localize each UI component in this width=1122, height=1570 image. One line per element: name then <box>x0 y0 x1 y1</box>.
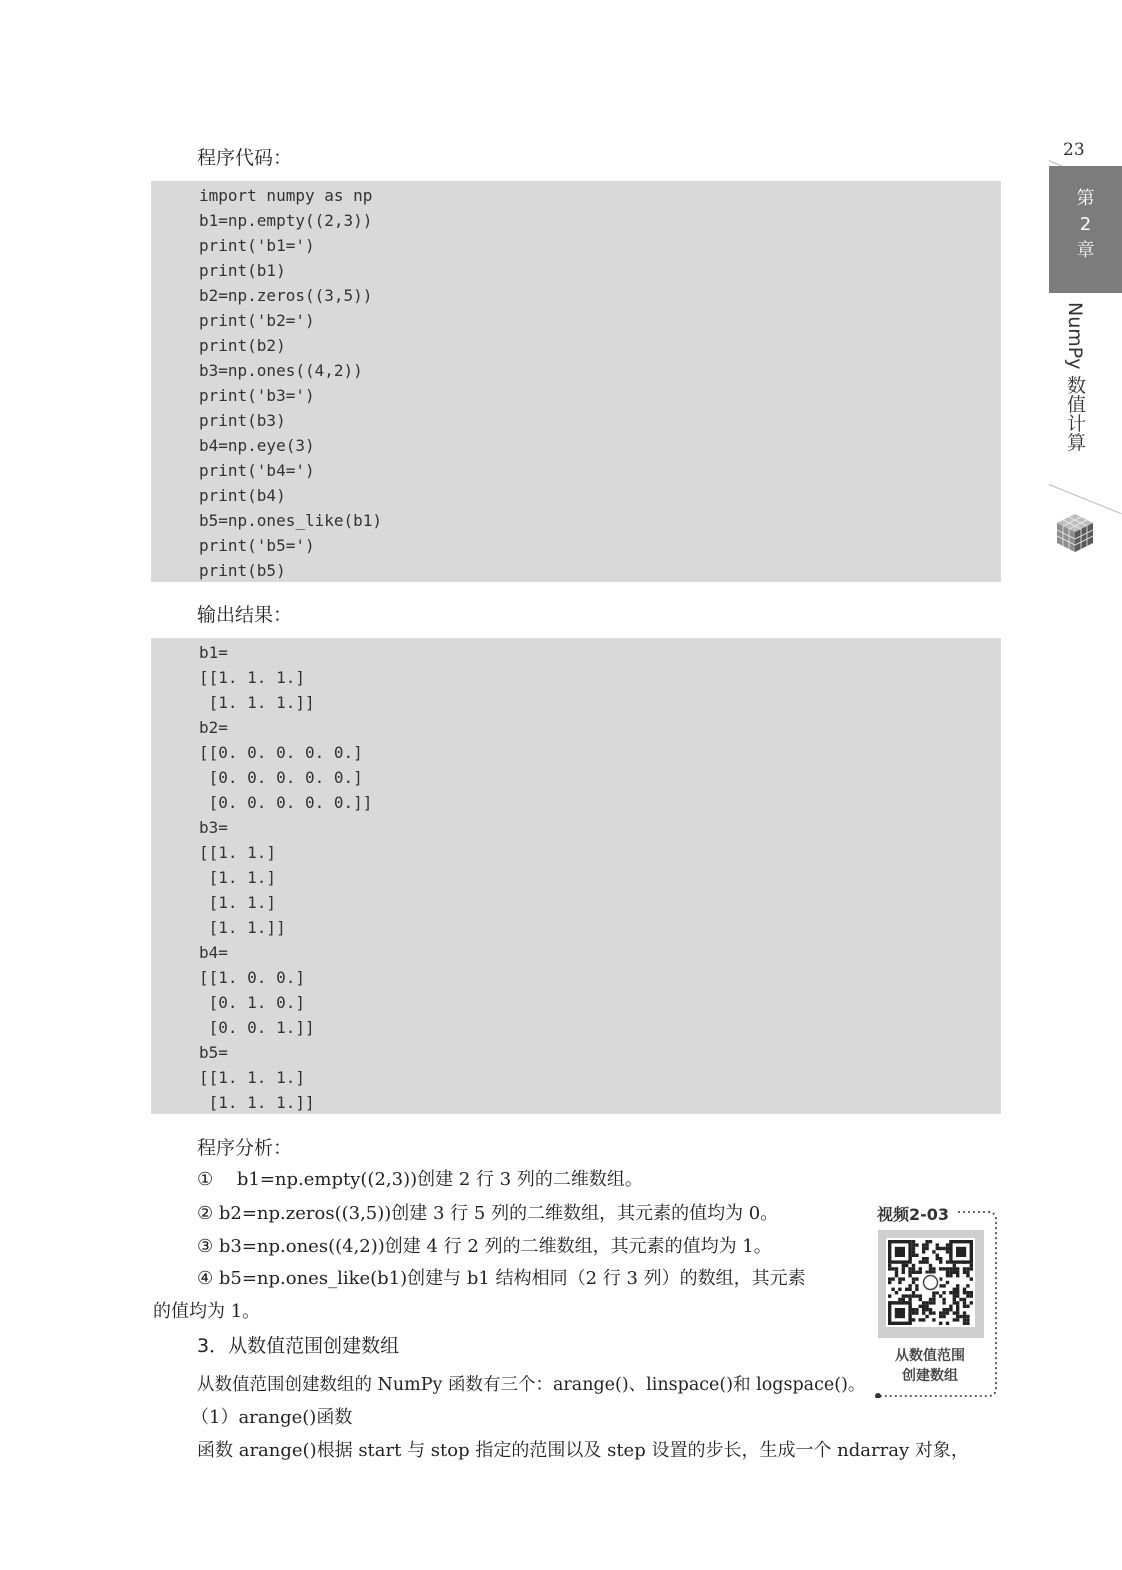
output-line: [0. 0. 0. 0. 0.]] <box>199 793 373 812</box>
analysis-item-1: ① b1=np.empty((2,3))创建 2 行 3 列的二维数组。 <box>197 1169 643 1190</box>
code-line: b5=np.ones_like(b1) <box>199 511 383 530</box>
output-line: [1. 1.] <box>199 893 277 912</box>
code-line: print(b5) <box>199 561 286 580</box>
output-line: [1. 1. 1.]] <box>199 1093 315 1112</box>
code-line: print('b2=') <box>199 311 315 330</box>
chapter-char-1: 第 <box>1076 188 1095 209</box>
chapter-char-3: 章 <box>1076 240 1095 261</box>
code-line: print('b1=') <box>199 236 315 255</box>
output-line: b1= <box>199 643 228 662</box>
output-line: b5= <box>199 1043 228 1062</box>
output-line: b2= <box>199 718 228 737</box>
output-line: [1. 1. 1.]] <box>199 693 315 712</box>
video-caption-line-2: 创建数组 <box>902 1368 958 1384</box>
output-line: [0. 0. 1.]] <box>199 1018 315 1037</box>
section-intro: 从数值范围创建数组的 NumPy 函数有三个：arange()、linspace()和 logspace()。 <box>197 1375 866 1395</box>
code-line: print(b3) <box>199 411 286 430</box>
output-line: [[1. 1. 1.] <box>199 1068 305 1087</box>
code-line: b1=np.empty((2,3)) <box>199 211 373 230</box>
analysis-item-3: ③ b3=np.ones((4,2))创建 4 行 2 列的二维数组，其元素的值均为 1。 <box>197 1236 772 1257</box>
code-line: print(b2) <box>199 336 286 355</box>
output-block <box>151 638 1001 1114</box>
qr-code-icon[interactable] <box>878 1230 984 1338</box>
analysis-item-4: ④ b5=np.ones_like(b1)创建与 b1 结构相同（2 行 3 列）的数组，其元素 <box>197 1268 806 1289</box>
code-line: print('b3=') <box>199 386 315 405</box>
code-line: print('b5=') <box>199 536 315 555</box>
output-line: [[0. 0. 0. 0. 0.] <box>199 743 363 762</box>
output-line: [0. 0. 0. 0. 0.] <box>199 768 363 787</box>
output-heading: 输出结果： <box>197 604 293 626</box>
output-line: [[1. 1.] <box>199 843 277 862</box>
code-line: b4=np.eye(3) <box>199 436 315 455</box>
chapter-char-2: 2 <box>1079 214 1092 235</box>
output-line: [[1. 0. 0.] <box>199 968 305 987</box>
analysis-item-4-continued: 的值均为 1。 <box>153 1301 261 1322</box>
code-line: print(b4) <box>199 486 286 505</box>
chapter-tab <box>1049 166 1122 293</box>
code-line: b2=np.zeros((3,5)) <box>199 286 373 305</box>
analysis-heading: 程序分析： <box>197 1137 293 1159</box>
rubik-cube-icon <box>1053 512 1097 560</box>
code-line: print(b1) <box>199 261 286 280</box>
code-heading: 程序代码： <box>197 147 293 169</box>
output-line: b4= <box>199 943 228 962</box>
analysis-item-2: ② b2=np.zeros((3,5))创建 3 行 5 列的二维数组，其元素的值均为 0。 <box>197 1203 779 1224</box>
output-line: [[1. 1. 1.] <box>199 668 305 687</box>
code-line: b3=np.ones((4,2)) <box>199 361 363 380</box>
video-caption <box>874 1346 986 1386</box>
output-line: [1. 1.] <box>199 868 277 887</box>
video-label: 视频2-03 <box>877 1205 950 1224</box>
code-line: import numpy as np <box>199 186 373 205</box>
subsection-text: 函数 arange()根据 start 与 stop 指定的范围以及 step 设置的步长，生成一个 ndarray 对象， <box>197 1440 969 1461</box>
code-line: print('b4=') <box>199 461 315 480</box>
video-box[interactable] <box>874 1200 998 1398</box>
chapter-title: NumPy 数值计算 <box>1064 302 1086 452</box>
video-caption-line-1: 从数值范围 <box>895 1348 965 1364</box>
subsection-title: （1）arange()函数 <box>191 1407 353 1428</box>
section-title: 3．从数值范围创建数组 <box>197 1335 400 1357</box>
output-line: b3= <box>199 818 228 837</box>
sidebar-divider <box>1049 484 1122 514</box>
page-number: 23 <box>1063 140 1085 160</box>
code-block <box>151 181 1001 582</box>
output-line: [1. 1.]] <box>199 918 286 937</box>
output-line: [0. 1. 0.] <box>199 993 305 1012</box>
